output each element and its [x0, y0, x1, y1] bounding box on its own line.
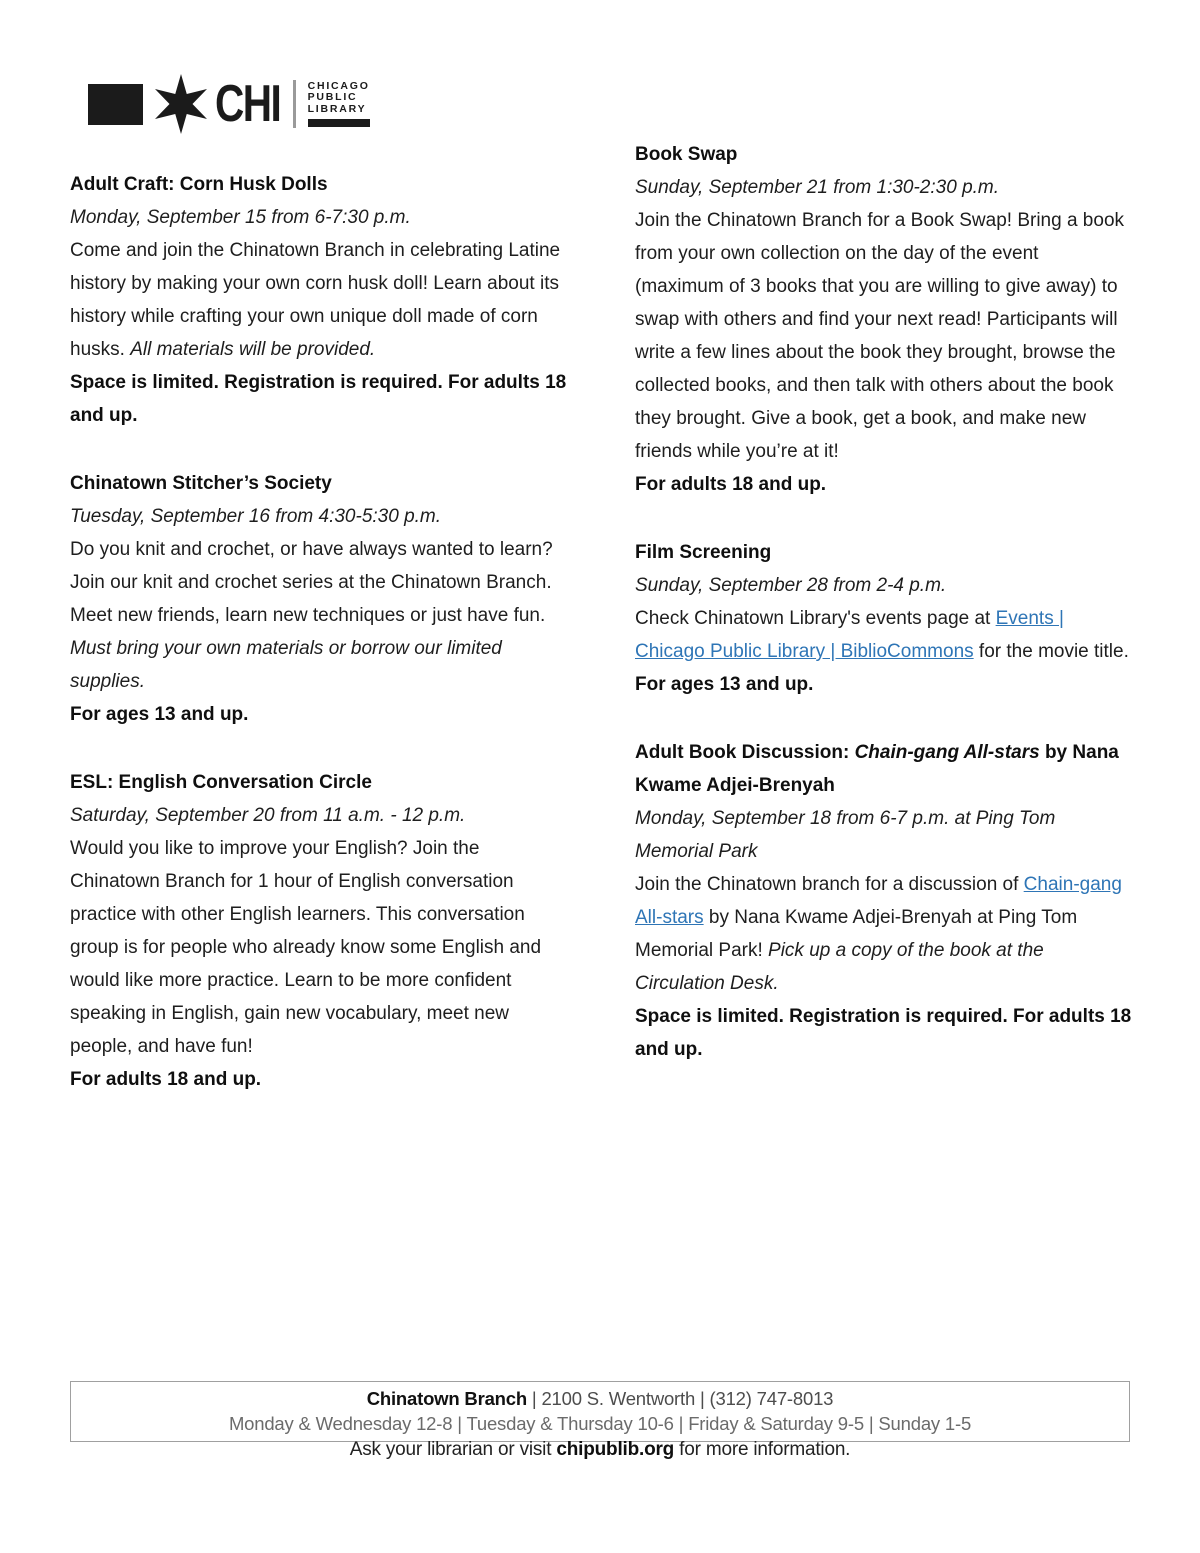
logo-org-line: LIBRARY	[307, 102, 367, 115]
event-description: Do you knit and crochet, or have always wanted to learn? Join our knit and crochet series at the Chinatown Branch. Meet new friends, learn new techniques or just have fun.	[70, 539, 553, 626]
event-description-italic: All materials will be provided.	[130, 339, 376, 360]
event-book-discussion	[635, 736, 1132, 1066]
event-title	[635, 736, 1132, 802]
event-title: Film Screening	[635, 542, 772, 563]
event-title: Chinatown Stitcher’s Society	[70, 473, 332, 494]
event-description-text: Join the Chinatown branch for a discussion of	[635, 874, 1024, 895]
event-title: Adult Craft: Corn Husk Dolls	[70, 174, 328, 195]
event-note: For adults 18 and up.	[635, 474, 827, 495]
footer-branch-line	[71, 1386, 1129, 1411]
event-note: Space is limited. Registration is required. For adults 18 and up.	[635, 1006, 1132, 1060]
logo-underline-bar	[308, 119, 370, 127]
event-date: Sunday, September 21 from 1:30-2:30 p.m.	[635, 177, 1000, 198]
event-title-book-name: Chain-gang All-stars	[854, 742, 1040, 763]
event-description-italic: Pick up a copy of the book at the Circulation Desk.	[635, 940, 1044, 994]
event-title: ESL: English Conversation Circle	[70, 772, 372, 793]
footer-hours-line: Monday & Wednesday 12-8 | Tuesday & Thursday 10-6 | Friday & Saturday 9-5 | Sunday 1-5	[228, 1413, 972, 1434]
event-title-text: by Nana Kwame Adjei-Brenyah	[635, 742, 1119, 796]
event-date: Saturday, September 20 from 11 a.m. - 12 p.m.	[70, 805, 466, 826]
footer-info-text: for more information.	[674, 1439, 851, 1460]
event-description	[70, 234, 567, 366]
event-title: Book Swap	[635, 144, 738, 165]
event-note: For adults 18 and up.	[70, 1069, 262, 1090]
event-book-swap	[635, 138, 1132, 501]
event-description-text: Come and join the Chinatown Branch in celebrating Latine history by making your own corn husk doll! Learn about its history while crafting your own unique doll made of corn husks.	[70, 240, 561, 360]
event-description: Would you like to improve your English? Join the Chinatown Branch for 1 hour of English conversation practice with other English learners. This conversation group is for people who already know some English and would like more practice. Learn to be more confident speaking in English, gain new vocabulary, meet new people, and have fun!	[70, 838, 542, 1057]
event-film-screening	[635, 536, 1132, 701]
event-date: Tuesday, September 16 from 4:30-5:30 p.m.	[70, 506, 442, 527]
event-description-text: by Nana Kwame Adjei-Brenyah at Ping Tom Memorial Park!	[635, 907, 1078, 961]
event-date: Monday, September 18 from 6-7 p.m. at Ping Tom Memorial Park	[635, 808, 1056, 862]
cpl-logo	[88, 72, 370, 136]
flag-stripe-icon	[88, 84, 143, 125]
event-note: For ages 13 and up.	[635, 674, 814, 695]
logo-org-line: PUBLIC	[307, 91, 358, 104]
footer-contact-box	[70, 1381, 1130, 1442]
event-stitchers-society	[70, 467, 567, 731]
footer-info-text: Ask your librarian or visit	[349, 1439, 557, 1460]
logo-org-name	[308, 81, 370, 128]
footer-website: chipublib.org	[556, 1439, 675, 1460]
logo-divider	[293, 80, 296, 128]
right-column	[635, 138, 1132, 1101]
footer-branch-name: Chinatown Branch	[366, 1388, 527, 1409]
chicago-star-icon	[149, 72, 213, 136]
event-description	[635, 868, 1132, 1000]
events-page-link[interactable]: Events | Chicago Public Library | BiblioCommons	[635, 608, 1064, 662]
event-date: Sunday, September 28 from 2-4 p.m.	[635, 575, 947, 596]
event-description-text: Check Chinatown Library's events page at	[635, 608, 996, 629]
logo-chi-text: CHI	[215, 75, 281, 133]
event-description-text: for the movie title.	[973, 641, 1129, 662]
event-title-text: Adult Book Discussion:	[635, 742, 855, 763]
event-description-italic: Must bring your own materials or borrow our limited supplies.	[70, 638, 502, 692]
event-date: Monday, September 15 from 6-7:30 p.m.	[70, 207, 411, 228]
event-description	[635, 602, 1132, 668]
footer-branch-details: | 2100 S. Wentworth | (312) 747-8013	[526, 1388, 834, 1409]
event-description: Join the Chinatown Branch for a Book Swap! Bring a book from your own collection on the day of the event (maximum of 3 books that you are willing to give away) to swap with others and find your next read! Participants will write a few lines about the book they brought, browse the collected books, and then talk with others about the book they brought. Give a book, get a book, and make new friends while you’re at it!	[635, 210, 1125, 462]
left-column	[70, 168, 567, 1131]
event-esl-circle	[70, 766, 567, 1096]
event-note: For ages 13 and up.	[70, 704, 249, 725]
event-adult-craft	[70, 168, 567, 432]
book-title-link[interactable]: Chain-gang All-stars	[635, 874, 1122, 928]
logo-org-line: CHICAGO	[307, 79, 370, 92]
event-note: Space is limited. Registration is required. For adults 18 and up.	[70, 372, 567, 426]
footer-info-line	[0, 1437, 1200, 1462]
